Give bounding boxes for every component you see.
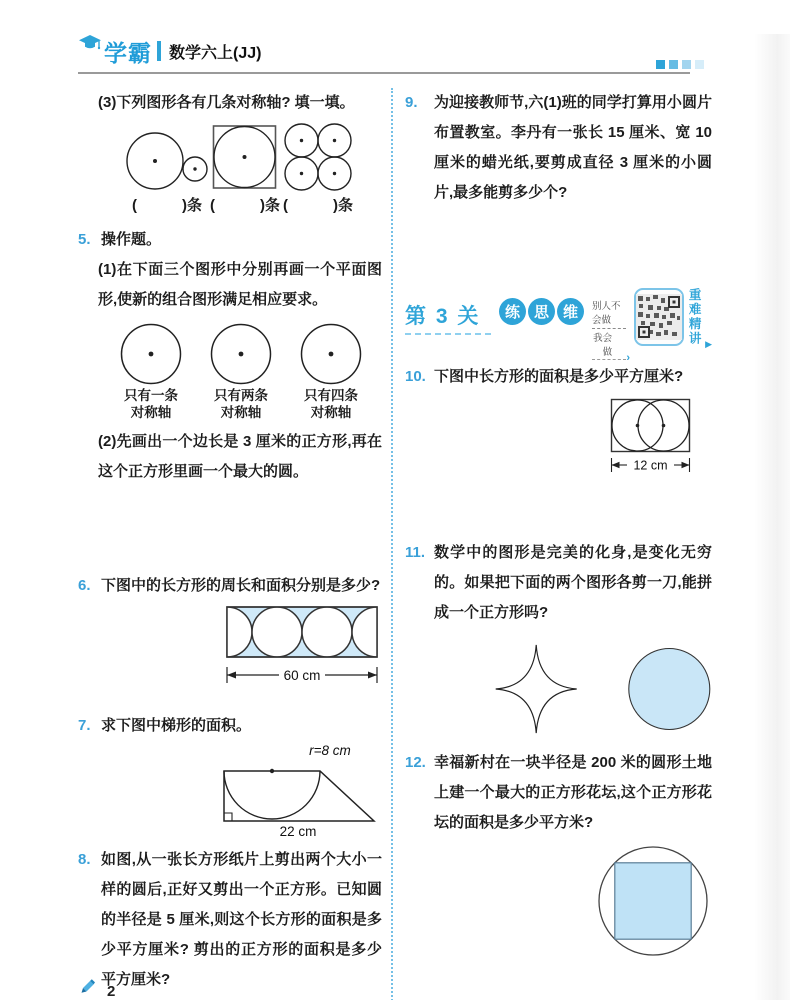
problem-4-3 (98, 88, 382, 118)
problem-11 (405, 538, 712, 628)
circle-caption: 只有一条 对称轴 (124, 388, 178, 420)
section-banner (405, 288, 712, 364)
qr-caption: 重难精讲 (687, 288, 702, 346)
problem-number: 6. (78, 577, 91, 594)
fig-square-in-circle (596, 844, 710, 958)
header-deco-squares (656, 60, 704, 69)
problem-text: 如图,从一张长方形纸片上剪出两个大小一样的圆后,正好又剪出一个正方形。已知圆的半径是 5 厘米,则这个长方形的面积是多少平方厘米? 剪出的正方形的面积是多少平方厘米? (101, 851, 382, 988)
dimension-label: 60 cm (283, 668, 321, 683)
section-name-circles: 练 思 维 (497, 298, 584, 325)
page-header (78, 34, 712, 74)
problem-number: 11. (405, 544, 426, 561)
logo-divider-bar (157, 41, 161, 61)
section-level: 第 3 关 (405, 300, 491, 335)
page-body (0, 74, 790, 1000)
page-number: 2 (107, 983, 116, 1000)
problem-text: 下图中长方形的面积是多少平方厘米? (434, 368, 684, 385)
answer-blank: ( )条 (132, 197, 202, 214)
problem-number: 10. (405, 368, 426, 385)
play-icon: ▶ (705, 339, 712, 349)
problem-12 (405, 748, 712, 838)
circle-captions-row (106, 387, 382, 421)
problem-number: 5. (78, 231, 91, 248)
book-title: 数学六上(JJ) (169, 44, 262, 62)
fig-star-and-circle (493, 638, 712, 740)
problem-title: 操作题。 (101, 231, 162, 248)
circle-figure (210, 323, 272, 385)
problem-text: 幸福新村在一块半径是 200 米的圆形土地上建一个最大的正方形花坛,这个正方形花坛的面积是多少平方米? (434, 754, 712, 831)
problem-5-1: (1)在下面三个图形中分别再画一个平面图形,使新的组合图形满足相应要求。 (98, 261, 382, 308)
problem-number: 12. (405, 754, 426, 771)
problem-text: 求下图中梯形的面积。 (101, 717, 252, 734)
right-column (391, 88, 712, 1000)
problem-7 (78, 711, 382, 741)
dashed-underline (405, 333, 491, 335)
circle-caption: 只有两条 对称轴 (214, 388, 268, 420)
fig-three-circles (106, 323, 382, 385)
answer-blank: ( )条 (210, 197, 280, 214)
qr-code (634, 288, 684, 346)
problem-text: 数学中的图形是完美的化身,是变化无穷的。如果把下面的两个图形各剪一刀,能拼成一个正方形吗? (434, 544, 712, 621)
problem-8 (78, 845, 382, 995)
fig-rectangle-with-circles (224, 605, 382, 687)
four-point-star-figure (493, 638, 579, 740)
sub-item-label: (3) (98, 94, 117, 111)
page-footer (78, 976, 230, 1000)
pencil-icon (78, 976, 97, 1000)
fig-two-tangent-circles (124, 122, 210, 192)
problem-text: 下图中的长方形的周长和面积分别是多少? (101, 577, 381, 594)
problem-text: 为迎接教师节,六(1)班的同学打算用小圆片布置教室。李丹有一张长 15 厘米、宽 10 厘米的蜡光纸,要剪成直径 3 厘米的小圆片,最多能剪多少个? (434, 94, 712, 201)
blue-circle-figure (627, 642, 712, 736)
fig-symmetry-shapes (124, 122, 382, 192)
header-rule (78, 72, 690, 74)
note-bottom: 我会做 (593, 333, 613, 358)
problem-number: 8. (78, 851, 91, 868)
fig-four-circles (280, 122, 356, 192)
problem-number: 7. (78, 717, 91, 734)
problem-number: 9. (405, 94, 418, 111)
banner-notes (592, 298, 631, 367)
fig-overlapping-circles-rectangle (610, 398, 692, 476)
dimension-label: r=8 cm (309, 743, 351, 758)
graduation-cap-icon (78, 34, 102, 57)
note-top: 别人不会做 (592, 298, 626, 329)
problem-5 (78, 225, 382, 255)
answer-blanks-row (124, 194, 382, 215)
dimension-label: 12 cm (633, 458, 668, 473)
problem-9 (405, 88, 712, 208)
left-column (78, 88, 391, 1000)
problem-text: 下列图形各有几条对称轴? 填一填。 (116, 94, 355, 111)
fig-trapezoid-with-semicircle (210, 741, 382, 839)
fig-circle-in-square (210, 122, 280, 192)
problem-5-2: (2)先画出一个边长是 3 厘米的正方形,再在这个正方形里画一个最大的圆。 (98, 433, 382, 480)
problem-6 (78, 571, 382, 601)
circle-figure (300, 323, 362, 385)
circle-caption: 只有四条 对称轴 (304, 388, 358, 420)
problem-10 (405, 362, 712, 392)
dashed-arrow: › (592, 359, 626, 367)
circle-figure (120, 323, 182, 385)
brand-logo: 学霸 (104, 39, 152, 66)
dimension-label: 22 cm (279, 824, 317, 839)
answer-blank: ( )条 (283, 197, 353, 214)
